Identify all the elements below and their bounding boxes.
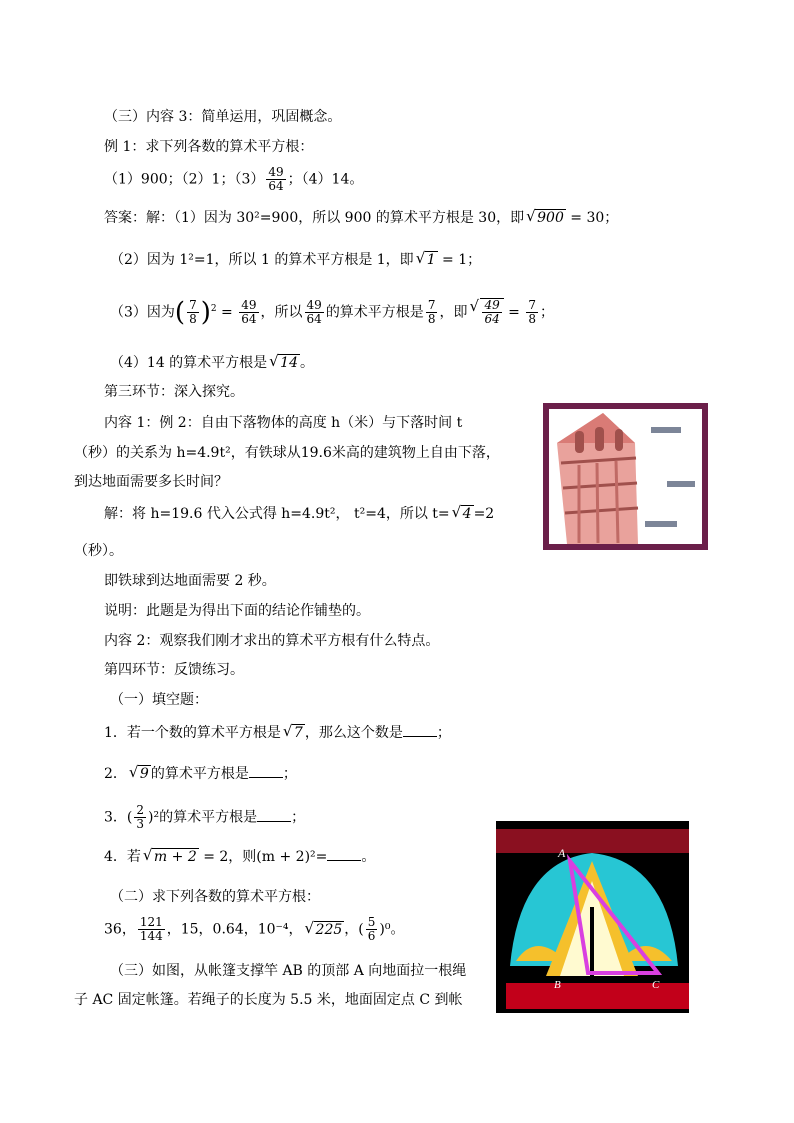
answer-line-2 bbox=[110, 250, 481, 270]
sqrt-14: √ 14 bbox=[269, 353, 300, 373]
q3-end: ； bbox=[291, 809, 306, 826]
q3-num: 3． bbox=[104, 809, 127, 826]
fill-blank-title: （一）填空题： bbox=[110, 692, 208, 708]
example2-line-1: 内容 1：例 2：自由下落物体的高度 h（米）与下落时间 t bbox=[104, 415, 463, 431]
fraction-7-8-c: $\frac{7}{8}$ bbox=[528, 298, 537, 326]
exercise-3-line-2: 子 AC 固定帐篷。若绳子的长度为 5.5 米，地面固定点 C 到帐 bbox=[74, 992, 463, 1008]
section-header-content3: （三）内容 3：简单运用，巩固概念。 bbox=[104, 109, 342, 125]
tent-diagram bbox=[496, 821, 689, 1013]
sqrt-225: √ 225 bbox=[305, 920, 345, 940]
sqrt-9: √ 9 bbox=[129, 764, 151, 784]
point-c-label: C bbox=[652, 979, 660, 991]
ex2-text-a: 36， bbox=[104, 921, 136, 938]
q3-text: ²的算术平方根是 bbox=[153, 809, 258, 826]
question-2 bbox=[104, 763, 297, 784]
q4-text-a: 4．若 bbox=[104, 849, 141, 865]
question-3: 3．( $\frac{2}{3}$ )²的算术平方根是 ； bbox=[104, 803, 306, 831]
example2-solution bbox=[104, 504, 494, 524]
exercise-3-line-1: （三）如图，从帐篷支撑竿 AB 的顶部 A 向地面拉一根绳 bbox=[110, 963, 467, 979]
q2-text: 的算术平方根是 bbox=[150, 766, 249, 782]
answer-line-3: （3）因为( $\frac{7}{8}$ )$^2$ = $\frac{49}{64}$ ，所以 $\frac{49}{64}$ 的算术平方根是 $\frac{7}{8}$ ，即 √ $\frac{49}{64}$ = $\frac{7}{8}$ ； bbox=[110, 298, 554, 326]
answer-blank-1[interactable] bbox=[403, 722, 437, 737]
example2-conclusion: 即铁球到达地面需要 2 秒。 bbox=[104, 573, 276, 589]
q1-text-b: ，那么这个数是 bbox=[304, 725, 403, 741]
example2-unit: （秒）。 bbox=[74, 543, 123, 559]
answer-3-text-b: ，所以 bbox=[260, 304, 303, 321]
answer-blank-3[interactable] bbox=[257, 807, 291, 822]
answer-3-text-d: ，即 bbox=[439, 304, 468, 321]
fraction-7-8-a: $\frac{7}{8}$ bbox=[189, 298, 197, 326]
example1-items bbox=[104, 166, 363, 193]
fraction-2-3: $\frac{2}{3}$ bbox=[136, 803, 145, 831]
sqrt-4: √ 4 bbox=[452, 504, 474, 524]
sqrt-7: √ 7 bbox=[283, 723, 305, 743]
answer-2-text: （2）因为 1²=1，所以 1 的算术平方根是 1，即 bbox=[110, 252, 414, 268]
section-four-title: 第四环节：反馈练习。 bbox=[104, 662, 244, 678]
fraction-49-64-c: $\frac{49}{64}$ bbox=[306, 298, 322, 326]
exercise-2-title: （二）求下列各数的算术平方根： bbox=[110, 889, 320, 905]
answer-3-text-e: ； bbox=[540, 304, 555, 321]
question-4 bbox=[104, 846, 375, 867]
fraction-5-6: $\frac{5}{6}$ bbox=[367, 915, 376, 943]
point-a-label: A bbox=[558, 846, 566, 860]
answer-2-result: = 1； bbox=[437, 252, 482, 268]
items-text-b: ；（4）14。 bbox=[287, 171, 364, 188]
q4-end: 。 bbox=[361, 849, 376, 865]
sqrt-m-plus-2: √ m + 2 bbox=[143, 847, 199, 867]
answer-line-4 bbox=[110, 353, 314, 373]
explanation-line: 说明：此题是为得出下面的结论作铺垫的。 bbox=[104, 603, 370, 619]
fraction-7-8-b: $\frac{7}{8}$ bbox=[427, 298, 436, 326]
q1-end: ； bbox=[436, 725, 451, 741]
example2-line-2: （秒）的关系为 h=4.9t²，有铁球从19.6米高的建筑物上自由下落， bbox=[74, 445, 500, 461]
ex2-text-d: ⁰。 bbox=[384, 921, 405, 938]
leaning-tower-image bbox=[543, 403, 708, 550]
example1-title: 例 1：求下列各数的算术平方根： bbox=[104, 139, 314, 155]
answer-blank-2[interactable] bbox=[249, 763, 283, 778]
q2-end: ； bbox=[282, 766, 297, 782]
sqrt-49-64: √ $\frac{49}{64}$ bbox=[469, 298, 503, 326]
content2-line: 内容 2：观察我们刚才求出的算术平方根有什么特点。 bbox=[104, 633, 440, 649]
items-text-a: （1）900；（2）1；（3） bbox=[104, 171, 265, 188]
fraction-49-64: $\frac{49}{64}$ bbox=[268, 165, 284, 193]
answer-line-1 bbox=[104, 208, 618, 228]
q4-text-b: = 2，则(m + 2)²= bbox=[198, 849, 328, 865]
answer-1-text: 答案：解：（1）因为 30²=900，所以 900 的算术平方根是 30，即 bbox=[104, 210, 525, 226]
answer-3-text-a: （3）因为 bbox=[110, 304, 175, 321]
sqrt-900: √ 900 bbox=[526, 208, 566, 228]
answer-4-end: 。 bbox=[300, 355, 314, 371]
q1-text-a: 1．若一个数的算术平方根是 bbox=[104, 725, 281, 741]
ex2-text-b: ，15，0.64，10⁻⁴， bbox=[166, 921, 303, 938]
answer-4-text: （4）14 的算术平方根是 bbox=[110, 355, 268, 371]
q2-num: 2． bbox=[104, 766, 127, 782]
point-b-label: B bbox=[554, 979, 561, 991]
exercise-2-items: 36， $\frac{121}{144}$ ，15，0.64，10⁻⁴，√ 225 ，( $\frac{5}{6}$ )⁰。 bbox=[104, 916, 404, 943]
solution-text: 解：将 h=19.6 代入公式得 h=4.9t²， t²=4，所以 t= bbox=[104, 506, 450, 522]
ex2-text-c: ， bbox=[344, 921, 359, 938]
answer-blank-4[interactable] bbox=[327, 846, 361, 861]
section-three-title: 第三环节：深入探究。 bbox=[104, 384, 244, 400]
question-1 bbox=[104, 722, 451, 743]
example2-line-3: 到达地面需要多长时间？ bbox=[74, 474, 228, 490]
answer-3-text-c: 的算术平方根是 bbox=[325, 304, 424, 321]
sqrt-1: √ 1 bbox=[416, 250, 438, 270]
fraction-121-144: $\frac{121}{144}$ bbox=[139, 915, 163, 943]
answer-1-result: = 30； bbox=[565, 210, 619, 226]
fraction-49-64-b: $\frac{49}{64}$ bbox=[241, 298, 257, 326]
solution-result: =2 bbox=[473, 506, 495, 522]
